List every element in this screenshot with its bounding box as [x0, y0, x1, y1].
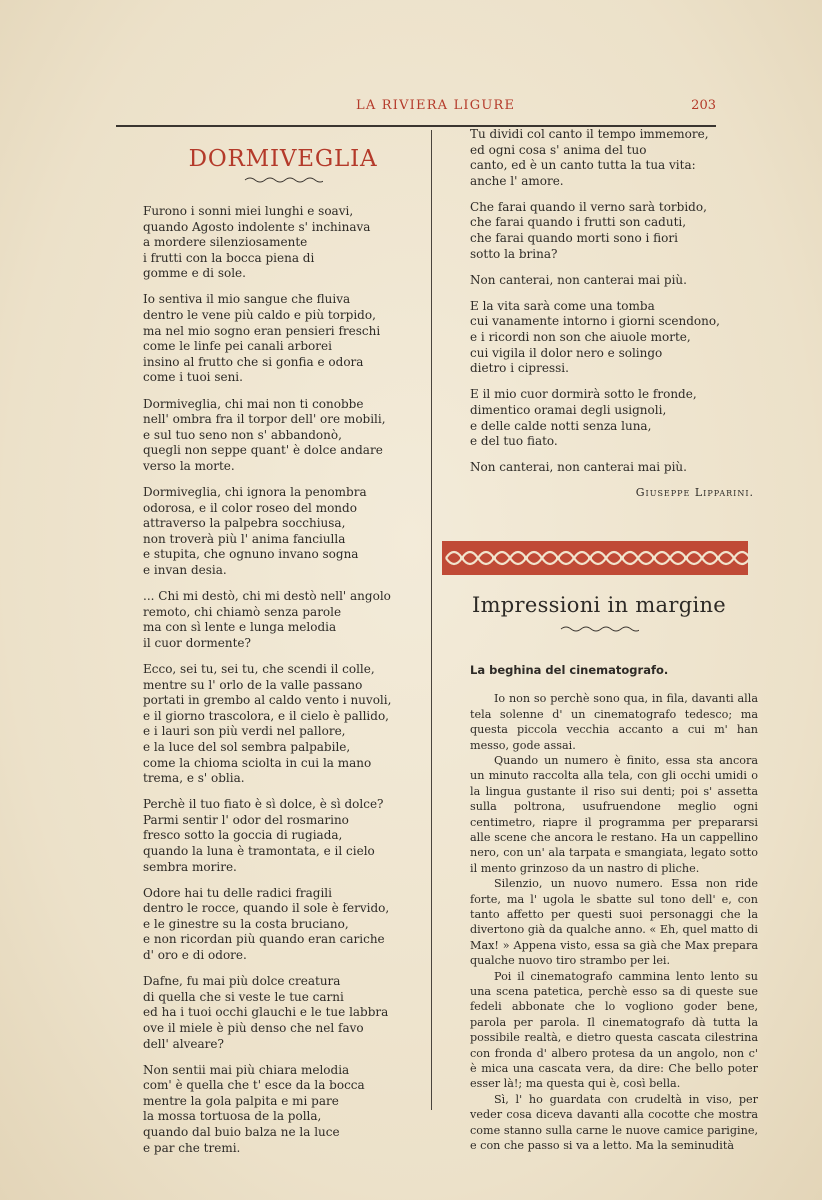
right-column — [440, 127, 758, 1153]
poem-stanza — [470, 387, 758, 449]
poem-line: e non ricordan più quando eran cariche — [143, 932, 385, 947]
poem-line: di quella che si veste le tue carni — [143, 989, 344, 1004]
poem-title: DORMIVEGLIA — [188, 146, 378, 172]
poem-line: insino al frutto che si gonfia e odora — [143, 354, 364, 369]
poem-stanza — [470, 460, 758, 476]
poem-stanza — [143, 485, 423, 579]
poem-line: come la chioma sciolta in cui la mano — [143, 755, 372, 770]
poem-stanza — [143, 797, 423, 875]
poem-line: dimentico oramai degli usignoli, — [470, 402, 667, 417]
poem-line: ed ogni cosa s' anima del tuo — [470, 142, 647, 157]
poem-line: d' oro e di odore. — [143, 948, 247, 963]
poem-line: ed ha i tuoi occhi glauchi e le tue labbra — [143, 1005, 389, 1020]
poem-stanza — [143, 397, 423, 475]
poem-line: e i ricordi non son che aiuole morte, — [470, 330, 691, 345]
poem-line: come i tuoi seni. — [143, 370, 243, 385]
poem-right-stanzas — [440, 127, 758, 476]
poem-line: ma con sì lente e lunga melodia — [143, 620, 337, 635]
article-title: Impressioni in margine — [471, 593, 727, 618]
poem-line: sembra morire. — [143, 859, 237, 874]
poem-line: ma nel mio sogno eran pensieri freschi — [143, 323, 381, 338]
poem-line: dentro le rocce, quando il sole è fervido, — [143, 901, 390, 916]
poem-line: i frutti con la bocca piena di — [143, 250, 315, 265]
poem-line: cui vigila il dolor nero e solingo — [470, 345, 663, 360]
poem-line: trema, e s' oblia. — [143, 771, 245, 786]
poem-line: e del tuo fiato. — [470, 434, 558, 449]
poem-line: dentro le vene più caldo e più torpido, — [143, 308, 376, 323]
poem-stanza — [143, 204, 423, 282]
poem-line: com' è quella che t' esce da la bocca — [143, 1078, 365, 1093]
poem-stanza — [470, 200, 758, 262]
poem-signature: Giuseppe Lipparini. — [635, 486, 754, 500]
poem-line: E la vita sarà come una tomba — [470, 298, 655, 313]
poem-line: verso la morte. — [143, 458, 235, 473]
poem-line: Non canterai, non canterai mai più. — [470, 460, 687, 475]
poem-line: Furono i sonni miei lunghi e soavi, — [143, 204, 354, 218]
poem-stanza — [143, 662, 423, 787]
poem-line: quando la luna è tramontata, e il cielo — [143, 843, 375, 858]
poem-line: la mossa tortuosa de la polla, — [143, 1109, 322, 1124]
poem-stanza — [143, 974, 423, 1052]
poem-left-stanzas — [143, 204, 423, 1156]
poem-line: Io sentiva il mio sangue che fluiva — [143, 292, 351, 307]
poem-line: a mordere silenziosamente — [143, 235, 308, 250]
page-header — [116, 96, 716, 118]
page-number: 203 — [691, 98, 716, 113]
poem-line: Dafne, fu mai più dolce creatura — [143, 974, 341, 989]
poem-stanza — [470, 299, 758, 377]
poem-line: sotto la brina? — [470, 246, 558, 261]
poem-line: e stupita, che ognuno invano sogna — [143, 547, 359, 562]
poem-line: quando dal buio balza ne la luce — [143, 1124, 340, 1139]
poem-stanza — [470, 273, 758, 289]
poem-line: canto, ed è un canto tutta la tua vita: — [470, 158, 696, 173]
article-paragraph: Quando un numero è finito, essa sta ancora un minuto raccolta alla tela, con gli occhi umidi o la lingua gustante il riso sui denti; poi s' assetta sulla poltrona, usufruendone meglio ogni centimetro, riapre il programma per prepararsi alle scene che ancora le restano. Ha un cappellino nero, con un' ala tarpata e smangiata, legato sotto il mento grinzoso da un nastro di pliche. — [470, 753, 758, 875]
poem-line: e sul tuo seno non s' abbandonò, — [143, 427, 342, 442]
poem-line: dietro i cipressi. — [470, 361, 569, 376]
running-title: LA RIVIERA LIGURE — [356, 98, 516, 113]
poem-line: e delle calde notti senza luna, — [470, 418, 652, 433]
poem-line: attraverso la palpebra socchiusa, — [143, 516, 346, 531]
poem-line: e il giorno trascolora, e il cielo è pallido, — [143, 708, 389, 723]
poem-line: non troverà più l' anima fanciulla — [143, 531, 346, 546]
poem-line: nell' ombra fra il torpor dell' ore mobili, — [143, 412, 386, 427]
poem-line: mentre su l' orlo de la valle passano — [143, 677, 363, 692]
poem-line: Tu dividi col canto il tempo immemore, — [470, 127, 709, 141]
poem-line: e par che tremi. — [143, 1140, 241, 1155]
poem-line: Parmi sentir l' odor del rosmarino — [143, 812, 349, 827]
left-column — [143, 140, 423, 1167]
poem-line: portati in grembo al caldo vento i nuvoli, — [143, 693, 392, 708]
poem-stanza — [143, 1063, 423, 1157]
decorative-ornament-band — [442, 541, 748, 575]
poem-stanza — [143, 886, 423, 964]
poem-line: E il mio cuor dormirà sotto le fronde, — [470, 387, 697, 402]
poem-line: mentre la gola palpita e mi pare — [143, 1093, 339, 1108]
article-subtitle: La beghina del cinematografo. — [470, 663, 669, 678]
poem-line: il cuor dormente? — [143, 635, 251, 650]
poem-stanza — [143, 292, 423, 386]
poem-line: e le ginestre su la costa bruciano, — [143, 916, 349, 931]
article-body — [440, 691, 758, 1153]
poem-line: e la luce del sol sembra palpabile, — [143, 739, 351, 754]
article-title-flourish — [559, 625, 639, 633]
poem-stanza — [470, 127, 758, 189]
poem-line: e invan desia. — [143, 562, 227, 577]
column-divider — [431, 130, 432, 1110]
poem-line: quando Agosto indolente s' inchinava — [143, 219, 371, 234]
poem-line: come le linfe pei canali arborei — [143, 339, 332, 354]
poem-line: fresco sotto la goccia di rugiada, — [143, 828, 343, 843]
poem-line: Perchè il tuo fiato è sì dolce, è sì dolce? — [143, 797, 384, 812]
poem-line: dell' alveare? — [143, 1036, 224, 1051]
article-paragraph: Poi il cinematografo cammina lento lento su una scena patetica, perchè esso sa di queste sue fedeli abbonate che lo vogliono goder bene, parola per parola. Il cinematografo dà tutta la possibile realtà, e dietro questa cascata cilestrina con fronda d' albero protesa da un angolo, non c' è mica una cascata vera, da dire: Che bello poter esser là!; ma questa qui è, così bella. — [470, 969, 758, 1091]
poem-line: Odore hai tu delle radici fragili — [143, 885, 332, 900]
poem-line: Dormiveglia, chi ignora la penombra — [143, 485, 367, 499]
poem-line: che farai quando i frutti son caduti, — [470, 215, 687, 230]
poem-line: Dormiveglia, chi mai non ti conobbe — [143, 396, 364, 411]
poem-line: che farai quando morti sono i fiori — [470, 231, 678, 246]
poem-line: e i lauri son più verdi nel pallore, — [143, 724, 346, 739]
poem-line: odorosa, e il color roseo del mondo — [143, 500, 357, 515]
poem-line: ove il miele è più denso che nel favo — [143, 1020, 364, 1035]
poem-line: gomme e di sole. — [143, 266, 246, 281]
poem-line: remoto, chi chiamò senza parole — [143, 604, 342, 619]
poem-line: quegli non seppe quant' è dolce andare — [143, 443, 383, 458]
article-paragraph: Sì, l' ho guardata con crudeltà in viso, per veder cosa diceva davanti alla cocotte che mostra come stanno sulla carne le nuove camice parigine, e con che passo si va a letto. Ma la seminudità — [470, 1092, 758, 1153]
title-flourish — [243, 176, 323, 184]
poem-stanza — [143, 589, 423, 651]
poem-line: Ecco, sei tu, sei tu, che scendi il colle, — [143, 661, 375, 676]
poem-line: anche l' amore. — [470, 173, 564, 188]
poem-line: Non canterai, non canterai mai più. — [470, 272, 687, 287]
poem-line: Non sentii mai più chiara melodia — [143, 1062, 350, 1077]
poem-line: ... Chi mi destò, chi mi destò nell' angolo — [143, 589, 391, 604]
poem-line: cui vanamente intorno i giorni scendono, — [470, 314, 720, 329]
article-paragraph: Silenzio, un nuovo numero. Essa non ride forte, ma l' ugola le sbatte sul tono dell' e, con tanto affetto per questi suoi personaggi che la divertono già da qualche anno. « Eh, quel matto di Max! » Appena visto, essa sa già che Max prepara qualche nuovo tiro strambo per lei. — [470, 877, 758, 968]
poem-line: Che farai quando il verno sarà torbido, — [470, 199, 707, 214]
article-paragraph: Io non so perchè sono qua, in fila, davanti alla tela solenne d' un cinematografo tedesco; ma questa piccola vecchia accanto a cui m' han messo, gode assai. — [470, 692, 758, 752]
